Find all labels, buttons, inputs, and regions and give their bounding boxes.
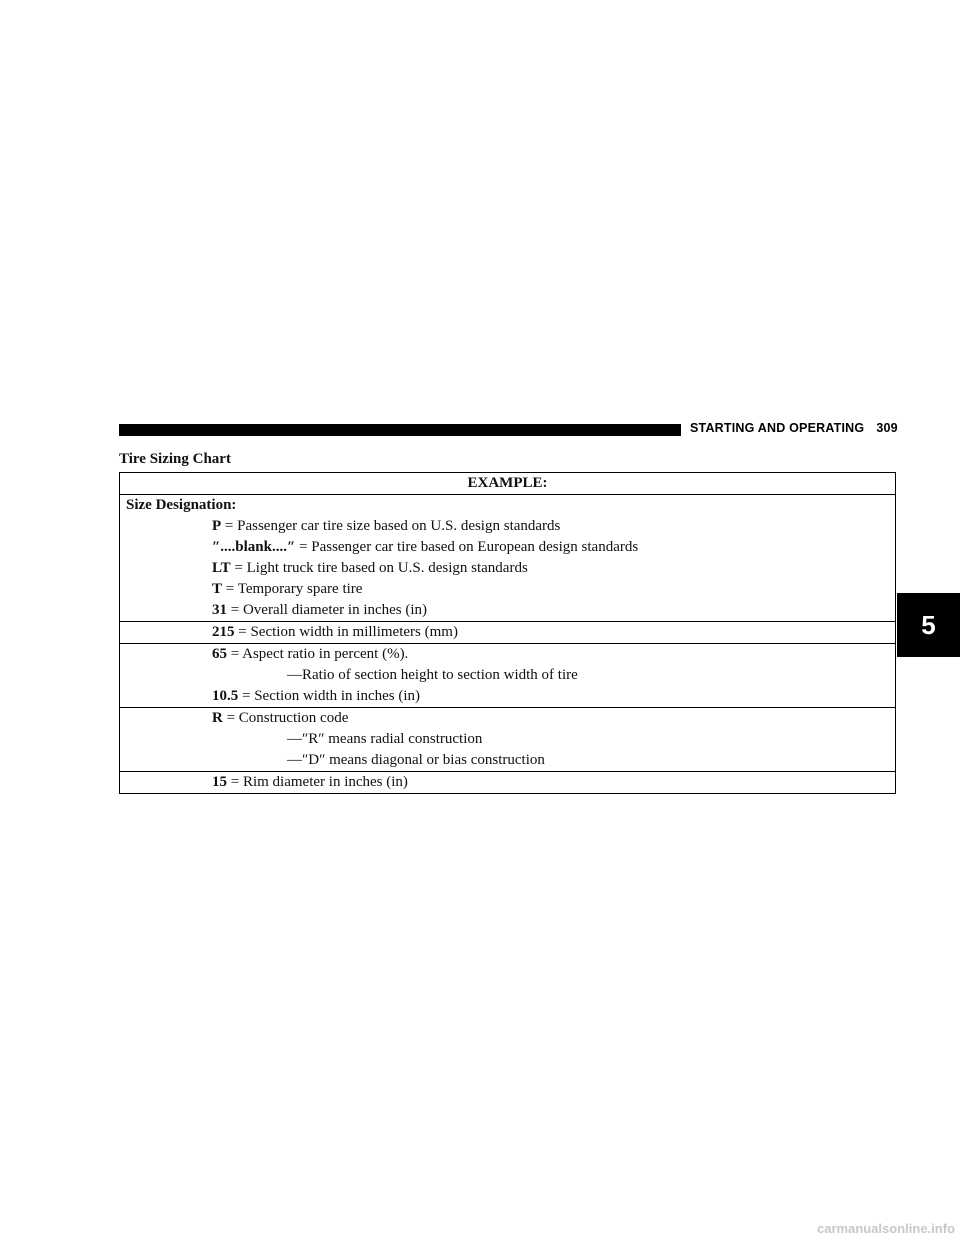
size-designation-label: Size Designation:	[126, 497, 237, 513]
code-description: = Passenger car tire size based on U.S. design standards	[224, 518, 561, 534]
chapter-tab: 5	[897, 593, 960, 657]
list-item	[120, 622, 895, 643]
code-description: = Temporary spare tire	[225, 581, 363, 597]
section-title: STARTING AND OPERATING	[690, 421, 865, 435]
code-description: = Overall diameter in inches (in)	[230, 602, 428, 618]
rim-diameter-cell	[120, 772, 896, 794]
code-label: LT	[212, 560, 231, 576]
list-item	[120, 644, 895, 665]
code-label: R	[212, 710, 223, 726]
construction-code-cell	[120, 708, 896, 772]
table-header-row	[120, 473, 896, 495]
table-row	[120, 708, 896, 772]
code-description: = Rim diameter in inches (in)	[230, 774, 408, 790]
sub-item: —″D″ means diagonal or bias construction	[287, 752, 545, 768]
aspect-ratio-cell	[120, 644, 896, 708]
section-width-mm-cell	[120, 622, 896, 644]
table-row	[120, 772, 896, 794]
list-item	[120, 516, 895, 537]
table-row	[120, 644, 896, 708]
list-item	[120, 558, 895, 579]
code-description: = Construction code	[226, 710, 349, 726]
code-description: = Section width in millimeters (mm)	[238, 624, 458, 640]
code-label: T	[212, 581, 223, 597]
table-heading: EXAMPLE:	[120, 473, 896, 495]
list-item	[120, 686, 895, 707]
code-label: ″....blank....″	[212, 539, 296, 555]
code-label: 15	[212, 774, 227, 790]
code-description: = Passenger car tire based on European design standards	[299, 539, 639, 555]
code-label: 215	[212, 624, 235, 640]
list-item	[120, 600, 895, 621]
header-rule	[119, 424, 681, 436]
list-item	[120, 772, 895, 793]
running-header	[690, 421, 898, 435]
table-row	[120, 622, 896, 644]
code-description: = Light truck tire based on U.S. design standards	[234, 560, 528, 576]
page-number: 309	[876, 421, 898, 435]
list-item	[120, 579, 895, 600]
sub-item: —″R″ means radial construction	[287, 731, 483, 747]
watermark-logo	[778, 1218, 956, 1238]
code-label: P	[212, 518, 222, 534]
list-item	[120, 537, 895, 558]
sub-item: —Ratio of section height to section width of tire	[287, 667, 578, 683]
code-label: 65	[212, 646, 227, 662]
code-description: = Aspect ratio in percent (%).	[230, 646, 409, 662]
list-item	[120, 708, 895, 729]
svg-text:carmanualsonline.info: carmanualsonline.info	[817, 1221, 955, 1236]
page-title: Tire Sizing Chart	[119, 451, 231, 467]
table-row	[120, 495, 896, 622]
code-description: = Section width in inches (in)	[242, 688, 421, 704]
code-label: 10.5	[212, 688, 239, 704]
code-label: 31	[212, 602, 227, 618]
tire-sizing-table	[119, 472, 896, 794]
size-designation-cell	[120, 495, 896, 622]
